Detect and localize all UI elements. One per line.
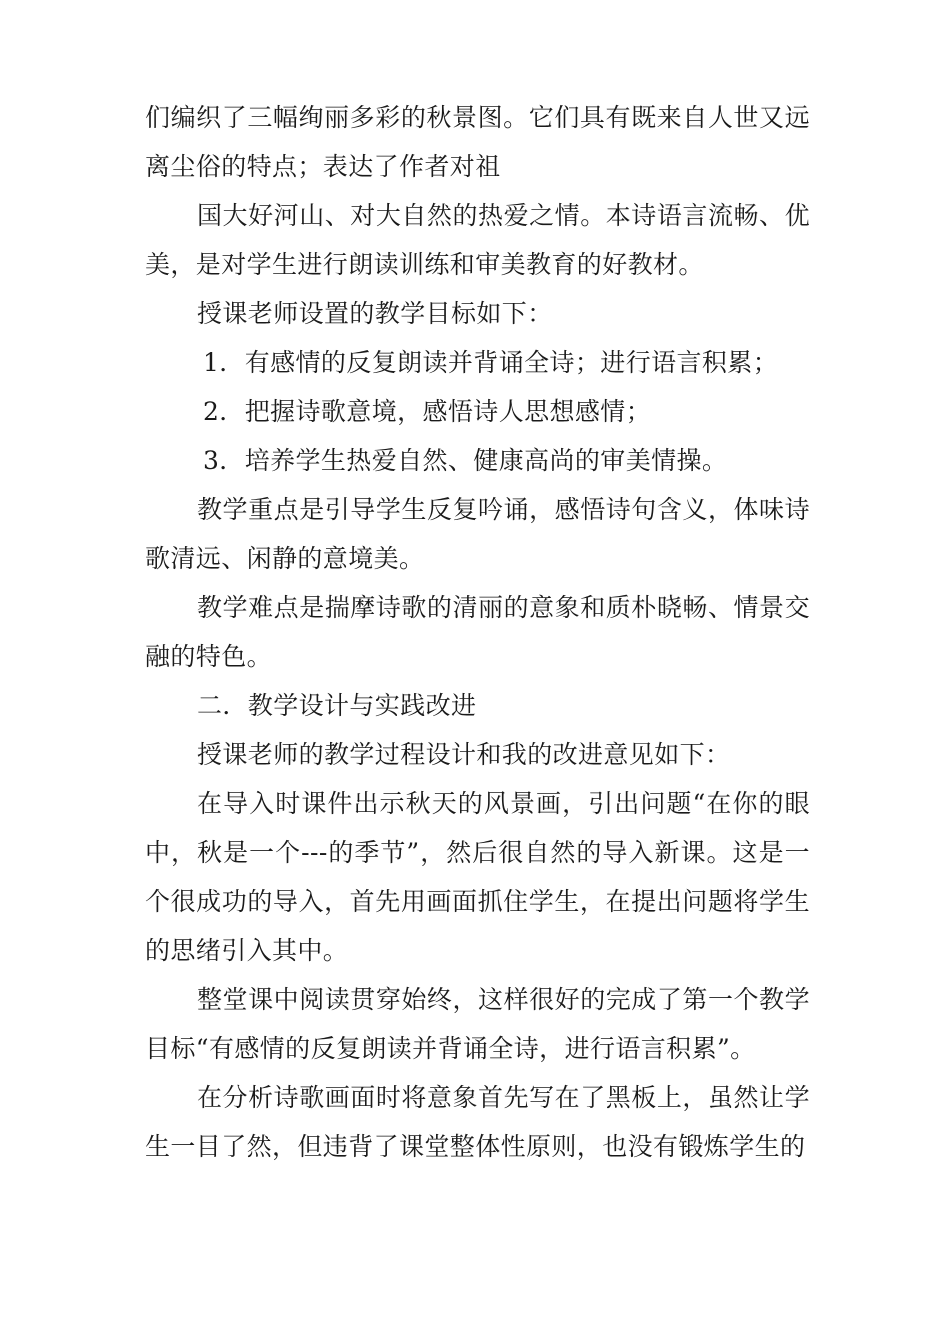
paragraph-goals-intro: 授课老师设置的教学目标如下： — [197, 299, 553, 328]
paragraph-difficulties: 教学难点是揣摩诗歌的清丽的意象和质朴晓畅、情景交融的特色。 — [145, 593, 810, 671]
goal-item-1: 1．有感情的反复朗读并背诵全诗；进行语言积累； — [203, 348, 779, 377]
paragraph-continuation: 们编织了三幅绚丽多彩的秋景图。它们具有既来自人世又远离尘俗的特点；表达了作者对祖 — [145, 103, 810, 181]
paragraph-reading: 整堂课中阅读贯穿始终，这样很好的完成了第一个教学目标“有感情的反复朗读并背诵全诗，进行语言积累”。 — [145, 985, 810, 1063]
document-page — [145, 93, 810, 1171]
paragraph-introduction-phase: 在导入时课件出示秋天的风景画，引出问题“在你的眼中，秋是一个---的季节”，然后很自然的导入新课。这是一个很成功的导入，首先用画面抓住学生，在提出问题将学生的思绪引入其中。 — [145, 789, 810, 965]
goal-item-3: 3．培养学生热爱自然、健康高尚的审美情操。 — [203, 446, 728, 475]
paragraph-love-of-country: 国大好河山、对大自然的热爱之情。本诗语言流畅、优美，是对学生进行朗读训练和审美教育的好教材。 — [145, 201, 810, 279]
paragraph-analysis: 在分析诗歌画面时将意象首先写在了黑板上，虽然让学生一目了然，但违背了课堂整体性原则，也没有锻炼学生的 — [145, 1083, 810, 1161]
goal-item-2: 2．把握诗歌意境，感悟诗人思想感情； — [203, 397, 652, 426]
paragraph-key-points: 教学重点是引导学生反复吟诵，感悟诗句含义，体味诗歌清远、闲静的意境美。 — [145, 495, 810, 573]
paragraph-design-intro: 授课老师的教学过程设计和我的改进意见如下： — [197, 740, 731, 769]
section-heading-design: 二．教学设计与实践改进 — [197, 691, 477, 720]
